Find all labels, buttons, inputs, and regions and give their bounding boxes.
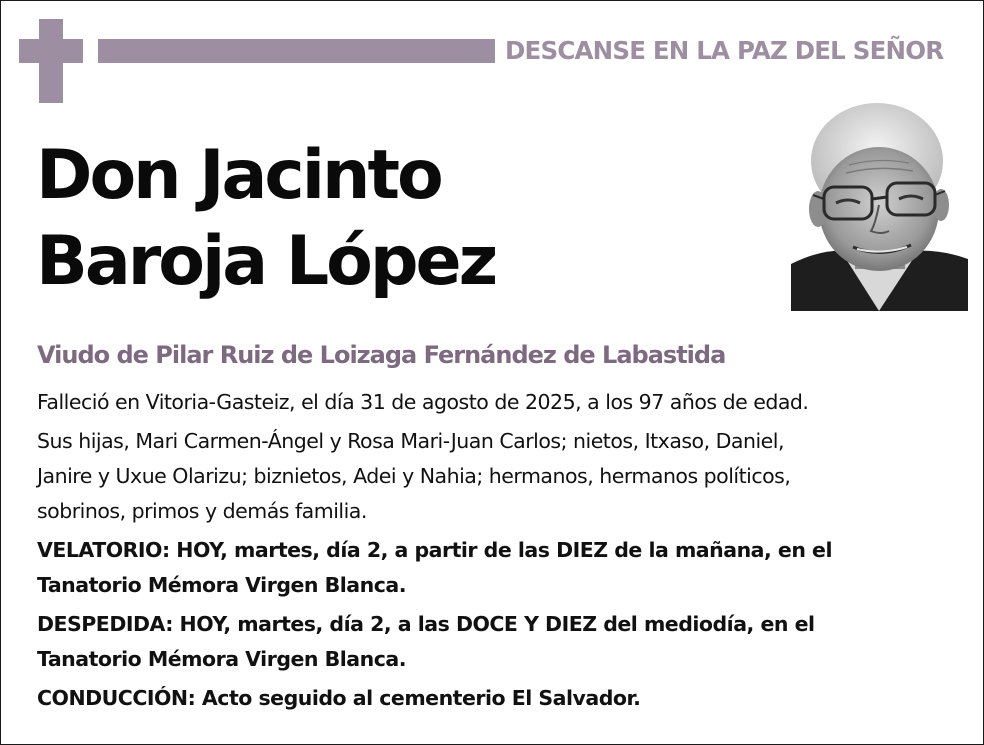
family-line-3: sobrinos, primos y demás familia.: [37, 499, 367, 523]
name-line-1: Don Jacinto: [36, 136, 441, 215]
obituary-body: [37, 385, 967, 716]
header-title: DESCANSE EN LA PAZ DEL SEÑOR: [505, 36, 944, 65]
velatorio-line-2: Tanatorio Mémora Virgen Blanca.: [37, 573, 406, 597]
despedida-line-1: DESPEDIDA: HOY, martes, día 2, a las DOCE Y DIEZ del mediodía, en el: [37, 612, 815, 636]
family-notice: [37, 424, 967, 529]
family-line-2: Janire y Uxue Olarizu; biznietos, Adei y Nahia; hermanos, hermanos políticos,: [37, 464, 791, 488]
velatorio-line-1: VELATORIO: HOY, martes, día 2, a partir de las DIEZ de la mañana, en el: [37, 538, 832, 562]
despedida-notice: [37, 607, 967, 677]
death-notice: Falleció en Vitoria-Gasteiz, el día 31 de agosto de 2025, a los 97 años de edad.: [37, 390, 809, 414]
velatorio-notice: [37, 533, 967, 603]
name-line-2: Baroja López: [36, 222, 496, 301]
cross-horizontal-bar: [19, 39, 83, 63]
conduccion-notice: CONDUCCIÓN: Acto seguido al cementerio El Salvador.: [37, 686, 641, 710]
family-line-1: Sus hijas, Mari Carmen-Ángel y Rosa Mari-Juan Carlos; nietos, Itxaso, Daniel,: [37, 429, 784, 453]
deceased-name: [36, 133, 796, 305]
widow-note: Viudo de Pilar Ruiz de Loizaga Fernández de Labastida: [37, 341, 726, 369]
header-rule: [98, 39, 495, 63]
despedida-line-2: Tanatorio Mémora Virgen Blanca.: [37, 647, 406, 671]
portrait-photo: [791, 99, 968, 311]
